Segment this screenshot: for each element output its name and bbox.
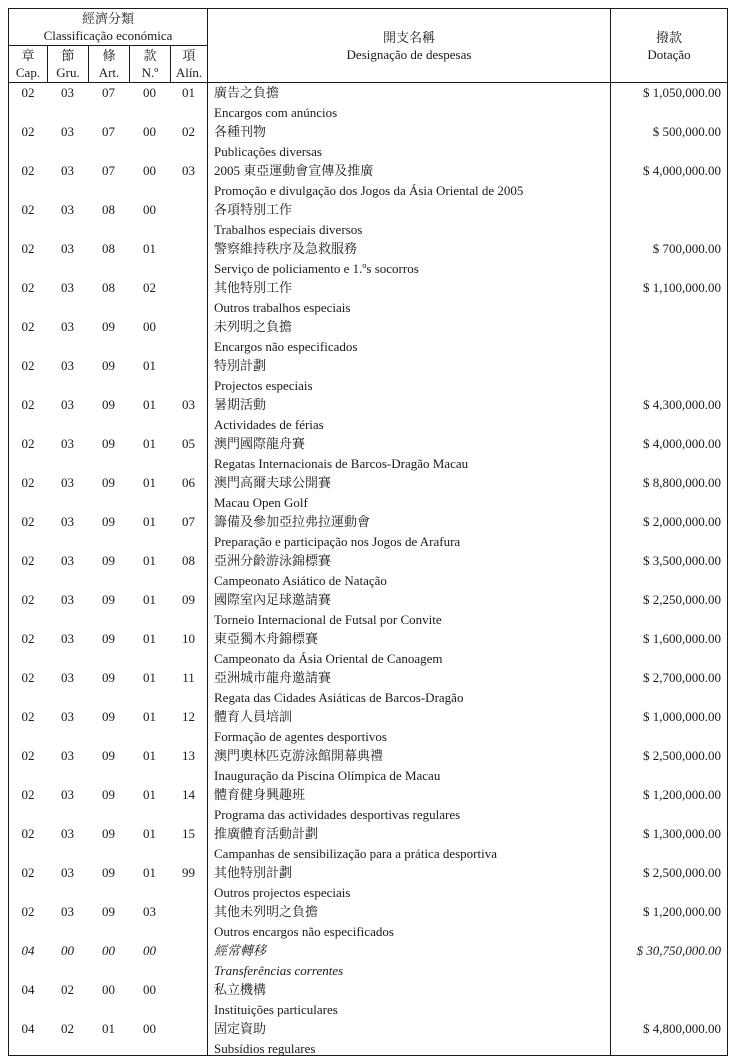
- designation-cell: [207, 395, 610, 434]
- table-body: [9, 83, 727, 1056]
- code-gru: 03: [61, 163, 74, 178]
- table-row: [9, 980, 727, 1019]
- designation-cell: [207, 707, 610, 746]
- code-n: 01: [143, 709, 156, 724]
- designation-pt: Transferências correntes: [214, 962, 344, 978]
- code-n: 00: [143, 1021, 156, 1036]
- designation-pt: Outros encargos não especificados: [214, 923, 394, 939]
- designation-pt: Regatas Internacionais de Barcos-Dragão Macau: [214, 455, 469, 471]
- amount-cell: $ 4,000,000.00: [610, 161, 727, 200]
- amount-cell: [610, 356, 727, 395]
- code-art: 09: [102, 787, 115, 802]
- designation-cell: [207, 239, 610, 278]
- code-gru: 03: [61, 514, 74, 529]
- designation-zh: 各種刊物: [214, 124, 267, 139]
- designation-pt: Outros projectos especiais: [214, 884, 351, 900]
- col-header-art-zh: 條: [102, 48, 116, 63]
- code-gru: 03: [61, 826, 74, 841]
- designation-zh: 特別計劃: [214, 358, 267, 373]
- code-cap: 04: [21, 1021, 35, 1036]
- amount-cell: $ 4,300,000.00: [610, 395, 727, 434]
- code-n: 02: [143, 280, 156, 295]
- table-row: [9, 824, 727, 863]
- amount-cell: [610, 317, 727, 356]
- designation-zh: 體育健身興趣班: [214, 787, 306, 802]
- table-row: [9, 551, 727, 590]
- code-cap: 04: [21, 943, 35, 958]
- table-row: [9, 629, 727, 668]
- economic-classification-title: [9, 9, 207, 46]
- code-cap: 02: [21, 748, 35, 763]
- code-alin: [170, 902, 207, 941]
- col-header-art: [88, 46, 129, 82]
- designation-header-pt: Designação de despesas: [346, 46, 472, 62]
- code-cap: 02: [21, 826, 35, 841]
- designation-pt: Encargos com anúncios: [214, 104, 338, 120]
- code-art: 09: [102, 865, 115, 880]
- designation-cell: [207, 83, 610, 122]
- designation-pt: Serviço de policiamento e 1.ºs socorros: [214, 260, 419, 276]
- code-n: 01: [143, 670, 156, 685]
- designation-zh: 國際室內足球邀請賽: [214, 592, 332, 607]
- code-gru: 03: [61, 748, 74, 763]
- code-n: 03: [143, 904, 156, 919]
- code-art: 07: [102, 163, 115, 178]
- designation-zh: 各項特別工作: [214, 202, 293, 217]
- designation-cell: [207, 590, 610, 629]
- code-alin: [170, 356, 207, 395]
- table-row: [9, 317, 727, 356]
- code-columns-header: [9, 46, 207, 82]
- amount-cell: $ 1,600,000.00: [610, 629, 727, 668]
- designation-zh: 其他未列明之負擔: [214, 904, 319, 919]
- code-art: 09: [102, 826, 115, 841]
- table-row: [9, 902, 727, 941]
- amount-cell: $ 2,700,000.00: [610, 668, 727, 707]
- col-header-cap-pt: Cap.: [15, 65, 41, 80]
- code-cap: 02: [21, 280, 35, 295]
- table-row: [9, 434, 727, 473]
- table-row: [9, 668, 727, 707]
- designation-cell: [207, 863, 610, 902]
- code-art: 00: [102, 982, 115, 997]
- amount-cell: $ 1,050,000.00: [610, 83, 727, 122]
- amount-cell: $ 2,500,000.00: [610, 746, 727, 785]
- code-n: 01: [143, 826, 156, 841]
- designation-pt: Programa das actividades desportivas regulares: [214, 806, 461, 822]
- designation-zh: 固定資助: [214, 1021, 267, 1036]
- code-alin: 03: [182, 397, 195, 412]
- code-n: 01: [143, 592, 156, 607]
- code-art: 09: [102, 358, 115, 373]
- code-gru: 03: [61, 280, 74, 295]
- designation-pt: Promoção e divulgação dos Jogos da Ásia Oriental de 2005: [214, 182, 524, 198]
- code-cap: 02: [21, 475, 35, 490]
- code-art: 09: [102, 904, 115, 919]
- designation-cell: [207, 434, 610, 473]
- table-row: [9, 512, 727, 551]
- amount-cell: $ 1,300,000.00: [610, 824, 727, 863]
- col-header-gru-zh: 節: [61, 48, 75, 63]
- designation-cell: [207, 122, 610, 161]
- amount-cell: $ 1,200,000.00: [610, 785, 727, 824]
- table-header: [9, 9, 727, 83]
- code-alin: 07: [182, 514, 195, 529]
- designation-zh: 警察維持秩序及急救服務: [214, 241, 358, 256]
- code-gru: 03: [61, 709, 74, 724]
- amount-cell: $ 1,000,000.00: [610, 707, 727, 746]
- code-gru: 03: [61, 319, 74, 334]
- col-header-alin-zh: 項: [182, 48, 196, 63]
- table-row: [9, 122, 727, 161]
- designation-pt: Outros trabalhos especiais: [214, 299, 351, 315]
- amount-cell: $ 700,000.00: [610, 239, 727, 278]
- code-gru: 03: [61, 475, 74, 490]
- code-art: 09: [102, 670, 115, 685]
- code-cap: 02: [21, 709, 35, 724]
- col-header-cap: [9, 46, 47, 82]
- code-n: 01: [143, 553, 156, 568]
- code-cap: 02: [21, 514, 35, 529]
- code-alin: 14: [182, 787, 195, 802]
- designation-pt: Formação de agentes desportivos: [214, 728, 387, 744]
- designation-zh: 2005 東亞運動會宣傳及推廣: [214, 163, 374, 178]
- designation-cell: [207, 356, 610, 395]
- code-gru: 03: [61, 85, 74, 100]
- amount-cell: $ 1,200,000.00: [610, 902, 727, 941]
- code-alin: 06: [182, 475, 195, 490]
- code-art: 09: [102, 631, 115, 646]
- table-row: [9, 83, 727, 122]
- designation-cell: [207, 317, 610, 356]
- code-alin: [170, 239, 207, 278]
- designation-zh: 澳門國際龍舟賽: [214, 436, 306, 451]
- code-alin: 99: [182, 865, 195, 880]
- amount-cell: $ 4,800,000.00: [610, 1019, 727, 1056]
- code-n: 01: [143, 748, 156, 763]
- designation-cell: [207, 668, 610, 707]
- econ-title-pt: Classificação económica: [43, 28, 173, 43]
- designation-zh: 暑期活動: [214, 397, 267, 412]
- designation-cell: [207, 473, 610, 512]
- budget-table: [8, 8, 728, 1056]
- designation-pt: Macau Open Golf: [214, 494, 308, 510]
- designation-header: [208, 9, 610, 82]
- designation-pt: Campeonato Asiático de Natação: [214, 572, 387, 588]
- table-row: [9, 863, 727, 902]
- code-n: 00: [143, 943, 156, 958]
- amount-header-pt: Dotação: [647, 46, 691, 62]
- econ-title-zh: 經濟分類: [81, 11, 134, 26]
- code-alin: 03: [182, 163, 195, 178]
- code-gru: 03: [61, 904, 74, 919]
- designation-pt: Projectos especiais: [214, 377, 313, 393]
- table-row: [9, 746, 727, 785]
- col-header-n: [129, 46, 170, 82]
- col-header-n-zh: 款: [143, 48, 157, 63]
- amount-cell: $ 2,250,000.00: [610, 590, 727, 629]
- designation-pt: Inauguração da Piscina Olímpica de Macau: [214, 767, 441, 783]
- code-n: 01: [143, 241, 156, 256]
- code-cap: 02: [21, 592, 35, 607]
- designation-pt: Instituições particulares: [214, 1001, 338, 1017]
- code-alin: 11: [182, 670, 195, 685]
- code-n: 00: [143, 85, 156, 100]
- code-gru: 03: [61, 436, 74, 451]
- designation-pt: Encargos não especificados: [214, 338, 358, 354]
- designation-pt: Publicações diversas: [214, 143, 322, 159]
- table-row: [9, 590, 727, 629]
- designation-pt: Campeonato da Ásia Oriental de Canoagem: [214, 650, 443, 666]
- code-cap: 02: [21, 124, 35, 139]
- code-cap: 04: [21, 982, 35, 997]
- designation-zh: 經常轉移: [214, 943, 267, 958]
- code-gru: 03: [61, 787, 74, 802]
- designation-zh: 亞洲城市龍舟邀請賽: [214, 670, 332, 685]
- code-n: 01: [143, 514, 156, 529]
- designation-cell: [207, 1019, 610, 1056]
- code-art: 07: [102, 124, 115, 139]
- code-cap: 02: [21, 865, 35, 880]
- amount-cell: $ 1,100,000.00: [610, 278, 727, 317]
- code-alin: [170, 317, 207, 356]
- table-row: [9, 473, 727, 512]
- code-n: 01: [143, 397, 156, 412]
- col-header-n-pt: N.º: [141, 65, 159, 80]
- code-gru: 02: [61, 1021, 74, 1036]
- code-gru: 03: [61, 241, 74, 256]
- table-row: [9, 707, 727, 746]
- table-row: [9, 785, 727, 824]
- amount-cell: $ 8,800,000.00: [610, 473, 727, 512]
- amount-cell: $ 2,000,000.00: [610, 512, 727, 551]
- code-n: 01: [143, 436, 156, 451]
- designation-zh: 其他特別工作: [214, 280, 293, 295]
- code-gru: 03: [61, 124, 74, 139]
- code-art: 07: [102, 85, 115, 100]
- code-cap: 02: [21, 241, 35, 256]
- code-alin: [170, 1019, 207, 1056]
- code-n: 01: [143, 631, 156, 646]
- code-art: 09: [102, 436, 115, 451]
- code-cap: 02: [21, 904, 35, 919]
- code-cap: 02: [21, 553, 35, 568]
- col-header-gru-pt: Gru.: [56, 65, 80, 80]
- code-alin: 13: [182, 748, 195, 763]
- amount-cell: $ 2,500,000.00: [610, 863, 727, 902]
- code-gru: 00: [61, 943, 74, 958]
- code-alin: 10: [182, 631, 195, 646]
- designation-cell: [207, 941, 610, 980]
- designation-cell: [207, 629, 610, 668]
- code-art: 00: [102, 943, 115, 958]
- col-header-alin-pt: Alín.: [175, 65, 203, 80]
- designation-cell: [207, 824, 610, 863]
- code-gru: 03: [61, 670, 74, 685]
- code-gru: 03: [61, 631, 74, 646]
- table-row: [9, 278, 727, 317]
- code-art: 09: [102, 592, 115, 607]
- table-row: [9, 395, 727, 434]
- code-alin: [170, 980, 207, 1019]
- table-row: [9, 239, 727, 278]
- code-art: 09: [102, 319, 115, 334]
- code-gru: 02: [61, 982, 74, 997]
- table-row: [9, 1019, 727, 1056]
- amount-cell: $ 30,750,000.00: [610, 941, 727, 980]
- code-alin: 08: [182, 553, 195, 568]
- code-alin: [170, 941, 207, 980]
- table-row: [9, 356, 727, 395]
- table-row: [9, 200, 727, 239]
- col-header-gru: [47, 46, 88, 82]
- code-gru: 03: [61, 553, 74, 568]
- code-cap: 02: [21, 436, 35, 451]
- code-art: 09: [102, 514, 115, 529]
- designation-zh: 亞洲分齡游泳錦標賽: [214, 553, 332, 568]
- col-header-cap-zh: 章: [21, 48, 35, 63]
- economic-classification-header: [9, 9, 208, 82]
- designation-cell: [207, 161, 610, 200]
- code-alin: 05: [182, 436, 195, 451]
- designation-zh: 體育人員培訓: [214, 709, 293, 724]
- code-gru: 03: [61, 358, 74, 373]
- code-alin: [170, 278, 207, 317]
- code-gru: 03: [61, 865, 74, 880]
- designation-zh: 東亞獨木舟錦標賽: [214, 631, 319, 646]
- designation-zh: 籌備及參加亞拉弗拉運動會: [214, 514, 371, 529]
- designation-zh: 廣告之負擔: [214, 85, 280, 100]
- code-alin: 15: [182, 826, 195, 841]
- code-art: 08: [102, 280, 115, 295]
- code-art: 01: [102, 1021, 115, 1036]
- code-alin: 01: [182, 85, 195, 100]
- designation-cell: [207, 902, 610, 941]
- code-n: 00: [143, 319, 156, 334]
- designation-cell: [207, 278, 610, 317]
- designation-zh: 其他特別計劃: [214, 865, 293, 880]
- code-art: 09: [102, 709, 115, 724]
- table-row: [9, 161, 727, 200]
- designation-cell: [207, 512, 610, 551]
- designation-header-zh: 開支名稱: [382, 29, 435, 45]
- code-n: 00: [143, 124, 156, 139]
- code-art: 09: [102, 553, 115, 568]
- code-cap: 02: [21, 670, 35, 685]
- code-art: 09: [102, 475, 115, 490]
- code-n: 01: [143, 475, 156, 490]
- designation-cell: [207, 551, 610, 590]
- code-cap: 02: [21, 631, 35, 646]
- code-art: 08: [102, 202, 115, 217]
- table-row: [9, 941, 727, 980]
- code-alin: 12: [182, 709, 195, 724]
- designation-cell: [207, 746, 610, 785]
- col-header-alin: [170, 46, 207, 82]
- amount-cell: $ 3,500,000.00: [610, 551, 727, 590]
- code-alin: 09: [182, 592, 195, 607]
- code-cap: 02: [21, 319, 35, 334]
- designation-zh: 澳門高爾夫球公開賽: [214, 475, 332, 490]
- code-n: 00: [143, 982, 156, 997]
- designation-pt: Regata das Cidades Asiáticas de Barcos-Dragão: [214, 689, 464, 705]
- code-gru: 03: [61, 592, 74, 607]
- code-art: 09: [102, 748, 115, 763]
- code-cap: 02: [21, 397, 35, 412]
- code-gru: 03: [61, 397, 74, 412]
- designation-pt: Preparação e participação nos Jogos de Arafura: [214, 533, 461, 549]
- designation-cell: [207, 785, 610, 824]
- designation-pt: Subsídios regulares: [214, 1040, 316, 1056]
- code-alin: 02: [182, 124, 195, 139]
- amount-header: [610, 9, 727, 82]
- designation-zh: 私立機構: [214, 982, 267, 997]
- code-n: 01: [143, 865, 156, 880]
- amount-cell: $ 4,000,000.00: [610, 434, 727, 473]
- code-n: 01: [143, 787, 156, 802]
- designation-zh: 未列明之負擔: [214, 319, 293, 334]
- code-art: 09: [102, 397, 115, 412]
- code-cap: 02: [21, 202, 35, 217]
- designation-pt: Trabalhos especiais diversos: [214, 221, 363, 237]
- code-cap: 02: [21, 787, 35, 802]
- col-header-art-pt: Art.: [98, 65, 120, 80]
- amount-cell: [610, 200, 727, 239]
- code-n: 00: [143, 163, 156, 178]
- code-n: 00: [143, 202, 156, 217]
- amount-header-zh: 撥款: [655, 29, 682, 45]
- code-cap: 02: [21, 85, 35, 100]
- designation-cell: [207, 200, 610, 239]
- amount-cell: $ 500,000.00: [610, 122, 727, 161]
- code-art: 08: [102, 241, 115, 256]
- code-cap: 02: [21, 358, 35, 373]
- designation-pt: Actividades de férias: [214, 416, 324, 432]
- designation-pt: Torneio Internacional de Futsal por Convite: [214, 611, 442, 627]
- designation-pt: Campanhas de sensibilização para a prática desportiva: [214, 845, 497, 861]
- designation-zh: 推廣體育活動計劃: [214, 826, 319, 841]
- code-alin: [170, 200, 207, 239]
- code-gru: 03: [61, 202, 74, 217]
- designation-cell: [207, 980, 610, 1019]
- code-cap: 02: [21, 163, 35, 178]
- designation-zh: 澳門奧林匹克游泳館開幕典禮: [214, 748, 384, 763]
- code-n: 01: [143, 358, 156, 373]
- amount-cell: [610, 980, 727, 1019]
